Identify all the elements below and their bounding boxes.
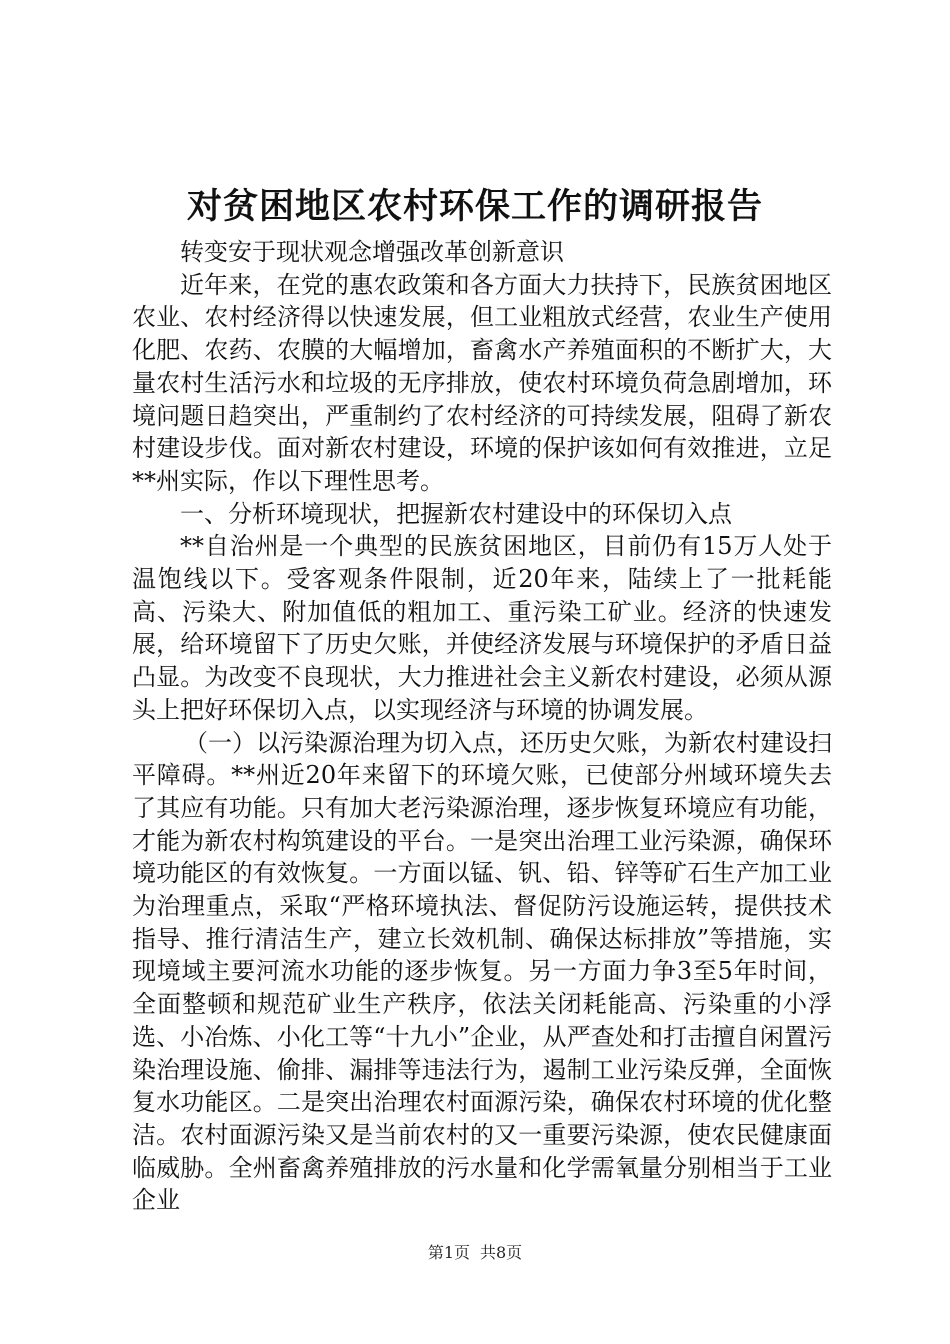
paragraph-status: **自治州是一个典型的民族贫困地区，目前仍有15万人处于温饱线以下。受客观条件限制，近20年来，陆续上了一批耗能高、污染大、附加值低的粗加工、重污染工矿业。经济的快速发展，给环境留下了历史欠账，并使经济发展与环境保护的矛盾日益凸显。为改变不良现状，大力推进社会主义新农村建设，必须从源头上把好环保切入点，以实现经济与环境的协调发展。 [132,532,832,724]
page-total: 共8页 [480,1243,523,1262]
page-number: 第1页 [427,1243,470,1262]
paragraph-intro: 近年来，在党的惠农政策和各方面大力扶持下，民族贫困地区农业、农村经济得以快速发展，但工业粗放式经营，农业生产使用化肥、农药、农膜的大幅增加，畜禽水产养殖面积的不断扩大，大量农村生活污水和垃圾的无序排放，使农村环境负荷急剧增加，环境问题日趋突出，严重制约了农村经济的可持续发展，阻碍了新农村建设步伐。面对新农村建设，环境的保护该如何有效推进，立足**州实际，作以下理性思考。 [132,270,832,495]
document-body [132,236,832,1217]
document-title: 对贫困地区农村环保工作的调研报告 [186,186,763,227]
paragraph-subsection-1: （一）以污染源治理为切入点，还历史欠账，为新农村建设扫平障碍。**州近20年来留下的环境欠账，已使部分州域环境失去了其应有功能。只有加大老污染源治理，逐步恢复环境应有功能，才能为新农村构筑建设的平台。一是突出治理工业污染源，确保环境功能区的有效恢复。一方面以锰、钒、铅、锌等矿石生产加工业为治理重点，采取“严格环境执法、督促防污设施运转，提供技术指导、推行清洁生产，建立长效机制、确保达标排放”等措施，实现境域主要河流水功能的逐步恢复。另一方面力争3至5年时间，全面整顿和规范矿业生产秩序，依法关闭耗能高、污染重的小浮选、小冶炼、小化工等“十九小”企业，从严查处和打击擅自闲置污染治理设施、偷排、漏排等违法行为，遏制工业污染反弹，全面恢复水功能区。二是突出治理农村面源污染，确保农村环境的优化整洁。农村面源污染又是当前农村的又一重要污染源，使农民健康面临威胁。全州畜禽养殖排放的污水量和化学需氧量分别相当于工业企业 [132,728,832,1215]
section-heading-1: 一、分析环境现状，把握新农村建设中的环保切入点 [180,499,732,528]
section-subtitle: 转变安于现状观念增强改革创新意识 [180,238,564,266]
page-footer [0,1241,950,1265]
